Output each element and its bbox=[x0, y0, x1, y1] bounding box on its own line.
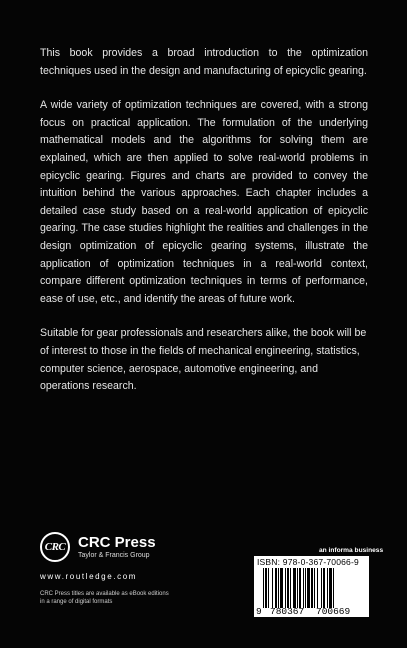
barcode-bar bbox=[263, 568, 264, 608]
barcode-box bbox=[254, 556, 369, 617]
barcode-bar bbox=[329, 568, 332, 608]
barcode-bar bbox=[333, 568, 334, 608]
barcode-bar bbox=[280, 568, 283, 608]
barcode-bar bbox=[268, 568, 269, 608]
publisher-name: CRC Press bbox=[78, 533, 156, 551]
ebook-note bbox=[40, 590, 170, 606]
isbn-label: ISBN: 978-0-367-70066-9 bbox=[257, 557, 359, 567]
barcode-bar bbox=[323, 568, 325, 608]
publisher-block bbox=[40, 532, 240, 606]
blurb-paragraph-3: Suitable for gear professionals and researchers alike, the book will be of interest to those in the fields of mechanical engineering, statistics, computer science, aerospace, automotive engineering, and operations research. bbox=[40, 327, 367, 393]
barcode-icon bbox=[263, 568, 360, 610]
publisher-group: Taylor & Francis Group bbox=[78, 551, 150, 559]
barcode-digits-left: 780367 bbox=[270, 606, 305, 617]
barcode-bar bbox=[303, 568, 304, 608]
barcode-bar bbox=[299, 568, 301, 608]
barcode-digit-first: 9 bbox=[256, 606, 262, 617]
blurb-paragraph-1: This book provides a broad introduction to the optimization techniques used in the design and manufacturing of epicyclic gearing. bbox=[40, 47, 368, 77]
ebook-note-line-1: CRC Press titles are available as eBook editions bbox=[40, 591, 169, 597]
barcode-bar bbox=[305, 568, 306, 608]
blurb bbox=[40, 45, 368, 413]
barcode-bar bbox=[321, 568, 322, 608]
barcode-digits bbox=[254, 606, 369, 617]
informa-business-label: an informa business bbox=[319, 547, 384, 554]
crc-logo-icon: CRC bbox=[40, 532, 70, 562]
barcode-bar bbox=[287, 568, 289, 608]
barcode-bar bbox=[265, 568, 267, 608]
blurb-paragraph-2: A wide variety of optimization techniques are covered, with a strong focus on practical application. The formulation of the underlying mathematical models and the algorithms for solving them are explained, which are then applied to solve real-world problems in epicyclic gearing. Figures and charts are provided to convey the intuition behind the various approaches. Each chapter includes a detailed case study based on a real-world application of epicyclic gearing. The case studies highlight the realities and challenges in the design optimization of epicyclic gearing systems, illustrate the application of optimization techniques in a real-world context, compare different optimization techniques in terms of performance, ease of use, etc., and identify the areas of future work. bbox=[40, 99, 368, 305]
publisher-logo-row bbox=[40, 532, 240, 562]
publisher-name-block bbox=[78, 535, 156, 560]
barcode-bar bbox=[311, 568, 313, 608]
barcode-digits-right: 700669 bbox=[316, 606, 351, 617]
barcode-bar bbox=[278, 568, 279, 608]
barcode-bar bbox=[293, 568, 296, 608]
barcode-bar bbox=[290, 568, 291, 608]
barcode-bar bbox=[272, 568, 273, 608]
barcode-bar bbox=[317, 568, 318, 608]
publisher-website: www.routledge.com bbox=[40, 572, 138, 581]
barcode-bar bbox=[314, 568, 315, 608]
barcode-bar bbox=[285, 568, 286, 608]
ebook-note-line-2: in a range of digital formats bbox=[40, 599, 113, 605]
barcode-bar bbox=[275, 568, 277, 608]
barcode-bar bbox=[327, 568, 328, 608]
barcode-bar bbox=[307, 568, 310, 608]
barcode-bar bbox=[297, 568, 298, 608]
